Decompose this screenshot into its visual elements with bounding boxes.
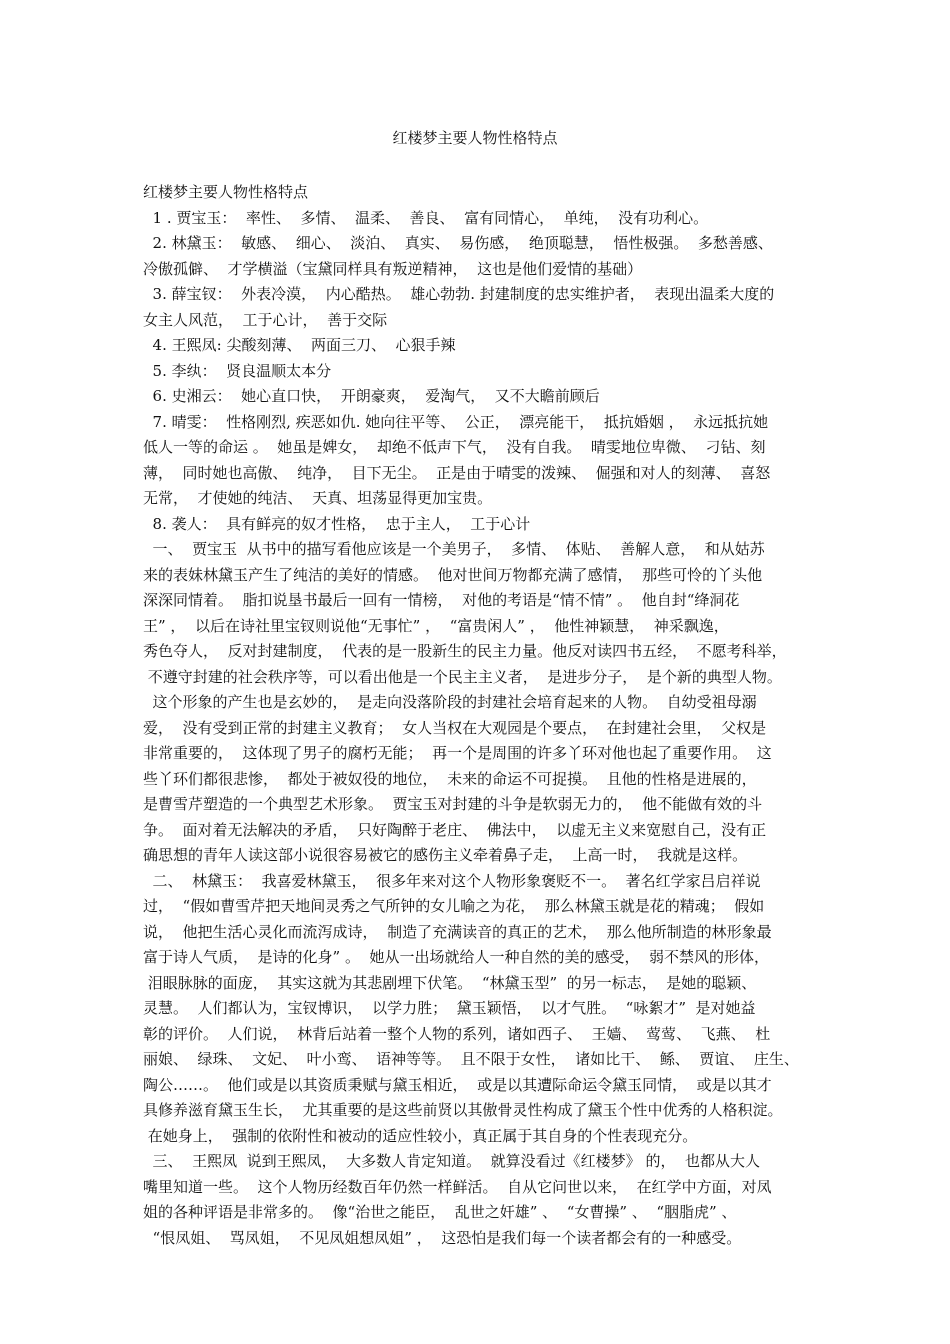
text-line: 姐的各种评语是非常多的。 像“治世之能臣， 乱世之奸雄” 、 “女曹操” 、 “胭脂虎” 、 <box>143 1203 737 1221</box>
text-line: 4. 王熙凤: 尖酸刻薄、 两面三刀、 心狠手辣 <box>143 336 456 354</box>
text-line: 1 . 贾宝玉： 率性、 多情、 温柔、 善良、 富有同情心， 单纯， 没有功利心。 <box>143 208 709 227</box>
document-body <box>143 180 823 1251</box>
text-line: 三、 王熙凤 说到王熙凤， 大多数人肯定知道。 就算没看过《红楼梦》 的， 也都从大人 <box>143 1152 760 1170</box>
text-line: 薄， 同时她也高傲、 纯净， 目下无尘。 正是由于晴雯的泼辣、 倔强和对人的刻薄、 喜怒 <box>143 463 771 482</box>
text-line: 2. 林黛玉： 敏感、 细心、 淡泊、 真实、 易伤感， 绝顶聪慧， 悟性极强。 多愁善感、 <box>143 234 773 252</box>
text-line: 一、 贾宝玉 从书中的描写看他应该是一个美男子， 多情、 体贴、 善解人意， 和从姑苏 <box>143 540 765 558</box>
text-line: 秀色夺人， 反对封建制度， 代表的是一股新生的民主力量。他反对读四书五经， 不愿考科举， <box>143 642 787 660</box>
text-line: 5. 李纨： 贤良温顺太本分 <box>143 361 332 380</box>
text-line: 灵慧。 人们都认为，宝钗博识， 以学力胜； 黛玉颖悟， 以才气胜。 “咏絮才” 是对她益 <box>143 999 756 1017</box>
text-line: 在她身上， 强制的依附性和被动的适应性较小，真正属于其自身的个性表现充分。 <box>143 1126 698 1145</box>
text-line: 过， “假如曹雪芹把天地间灵秀之气所钟的女儿喻之为花， 那么林黛玉就是花的精魂； 假如 <box>143 897 765 915</box>
text-line: 红楼梦主要人物性格特点 <box>143 183 309 201</box>
text-line: 非常重要的， 这体现了男子的腐朽无能； 再一个是周围的许多丫环对他也起了重要作用。 这 <box>143 744 772 762</box>
text-line: 王” ， 以后在诗社里宝钗则说他“无事忙” ， “富贵闲人” ， 他性神颖慧， 神采飘逸， <box>143 616 729 635</box>
text-line: 彰的评价。 人们说， 林背后站着一整个人物的系列，诸如西子、 王嫱、 莺莺、 飞燕、 杜 <box>143 1024 771 1043</box>
text-line: 富于诗人气质， 是诗的化身” 。 她从一出场就给人一种自然的美的感受， 弱不禁风的形体， <box>143 948 770 966</box>
text-line: 6. 史湘云： 她心直口快， 开朗豪爽， 爱淘气， 又不大瞻前顾后 <box>143 387 600 405</box>
text-line: 女主人风范， 工于心计， 善于交际 <box>143 310 388 329</box>
text-line: 嘴里知道一些。 这个人物历经数百年仍然一样鲜活。 自从它问世以来， 在红学中方面，对凤 <box>143 1177 772 1196</box>
document-title: 红楼梦主要人物性格特点 <box>392 129 558 147</box>
text-line: 无常， 才使她的纯洁、 天真、坦荡显得更加宝贵。 <box>143 489 493 507</box>
text-line: 8. 袭人： 具有鲜亮的奴才性格， 忠于主人， 工于心计 <box>143 514 531 533</box>
text-line: 争。 面对着无法解决的矛盾， 只好陶醉于老庄、 佛法中， 以虚无主义来宽慰自己，没有正 <box>143 820 767 839</box>
text-line: 说， 他把生活心灵化而流泻成诗， 制造了充满读音的真正的艺术， 那么他所制造的林形象最 <box>143 922 772 941</box>
text-line: 陶公……。 他们或是以其资质秉赋与黛玉相近， 或是以其遭际命运令黛玉同情， 或是以其才 <box>143 1075 772 1094</box>
text-line: 些丫环们都很悲惨， 都处于被奴役的地位， 未来的命运不可捉摸。 且他的性格是进展的， <box>143 769 757 788</box>
text-line: 3. 薛宝钗： 外表冷漠， 内心酷热。 雄心勃勃. 封建制度的忠实维护者， 表现出温柔大度的 <box>143 285 775 303</box>
text-line: 低人一等的命运 。 她虽是婢女， 却绝不低声下气， 没有自我。 晴雯地位卑微、 刁钻、刻 <box>143 438 766 456</box>
text-line: 这个形象的产生也是玄妙的， 是走向没落阶段的封建社会培育起来的人物。 自幼受祖母溺 <box>143 693 757 711</box>
text-line: 冷傲孤僻、 才学横溢（宝黛同样具有叛逆精神， 这也是他们爱情的基础） <box>143 259 643 278</box>
text-line: 二、 林黛玉： 我喜爱林黛玉， 很多年来对这个人物形象褒贬不一。 著名红学家吕启祥说 <box>143 871 761 890</box>
text-line: 具修养滋育黛玉生长， 尤其重要的是这些前贤以其傲骨灵性构成了黛玉个性中优秀的人格积淀。 <box>143 1101 783 1119</box>
text-line: 不遵守封建的社会秩序等，可以看出他是一个民主主义者， 是进步分子， 是个新的典型人物。 <box>143 667 782 686</box>
text-line: 泪眼脉脉的面庞， 其实这就为其悲剧埋下伏笔。 “林黛玉型” 的另一标志， 是她的聪颖、 <box>143 973 757 992</box>
text-line: 丽娘、 绿珠、 文妃、 叶小鸾、 语神等等。 且不限于女性， 诸如比干、 鲧、 贾谊、 庄生、 <box>143 1050 799 1068</box>
text-line: 7. 晴雯： 性格刚烈, 疾恶如仇. 她向往平等、 公正， 漂亮能干， 抵抗婚姻 ， 永远抵抗她 <box>143 412 769 431</box>
text-line: 确思想的青年人读这部小说很容易被它的感伤主义牵着鼻子走， 上高一时， 我就是这样。 <box>143 846 748 864</box>
text-line: “恨凤姐、 骂凤姐， 不见凤姐想凤姐” ， 这恐怕是我们每一个读者都会有的一种感受。 <box>143 1228 742 1247</box>
text-line: 来的表妹林黛玉产生了纯洁的美好的情感。 他对世间万物都充满了感情， 那些可怜的丫头他 <box>143 565 763 584</box>
text-line: 是曹雪芹塑造的一个典型艺术形象。 贾宝玉对封建的斗争是软弱无力的， 他不能做有效的斗 <box>143 795 763 813</box>
text-line: 深深同情着。 脂扣说垦书最后一回有一情榜， 对他的考语是“情不情” 。 他自封“绛洞花 <box>143 591 740 609</box>
text-line: 爱， 没有受到正常的封建主义教育； 女人当权在大观园是个要点， 在封建社会里， 父权是 <box>143 718 767 737</box>
